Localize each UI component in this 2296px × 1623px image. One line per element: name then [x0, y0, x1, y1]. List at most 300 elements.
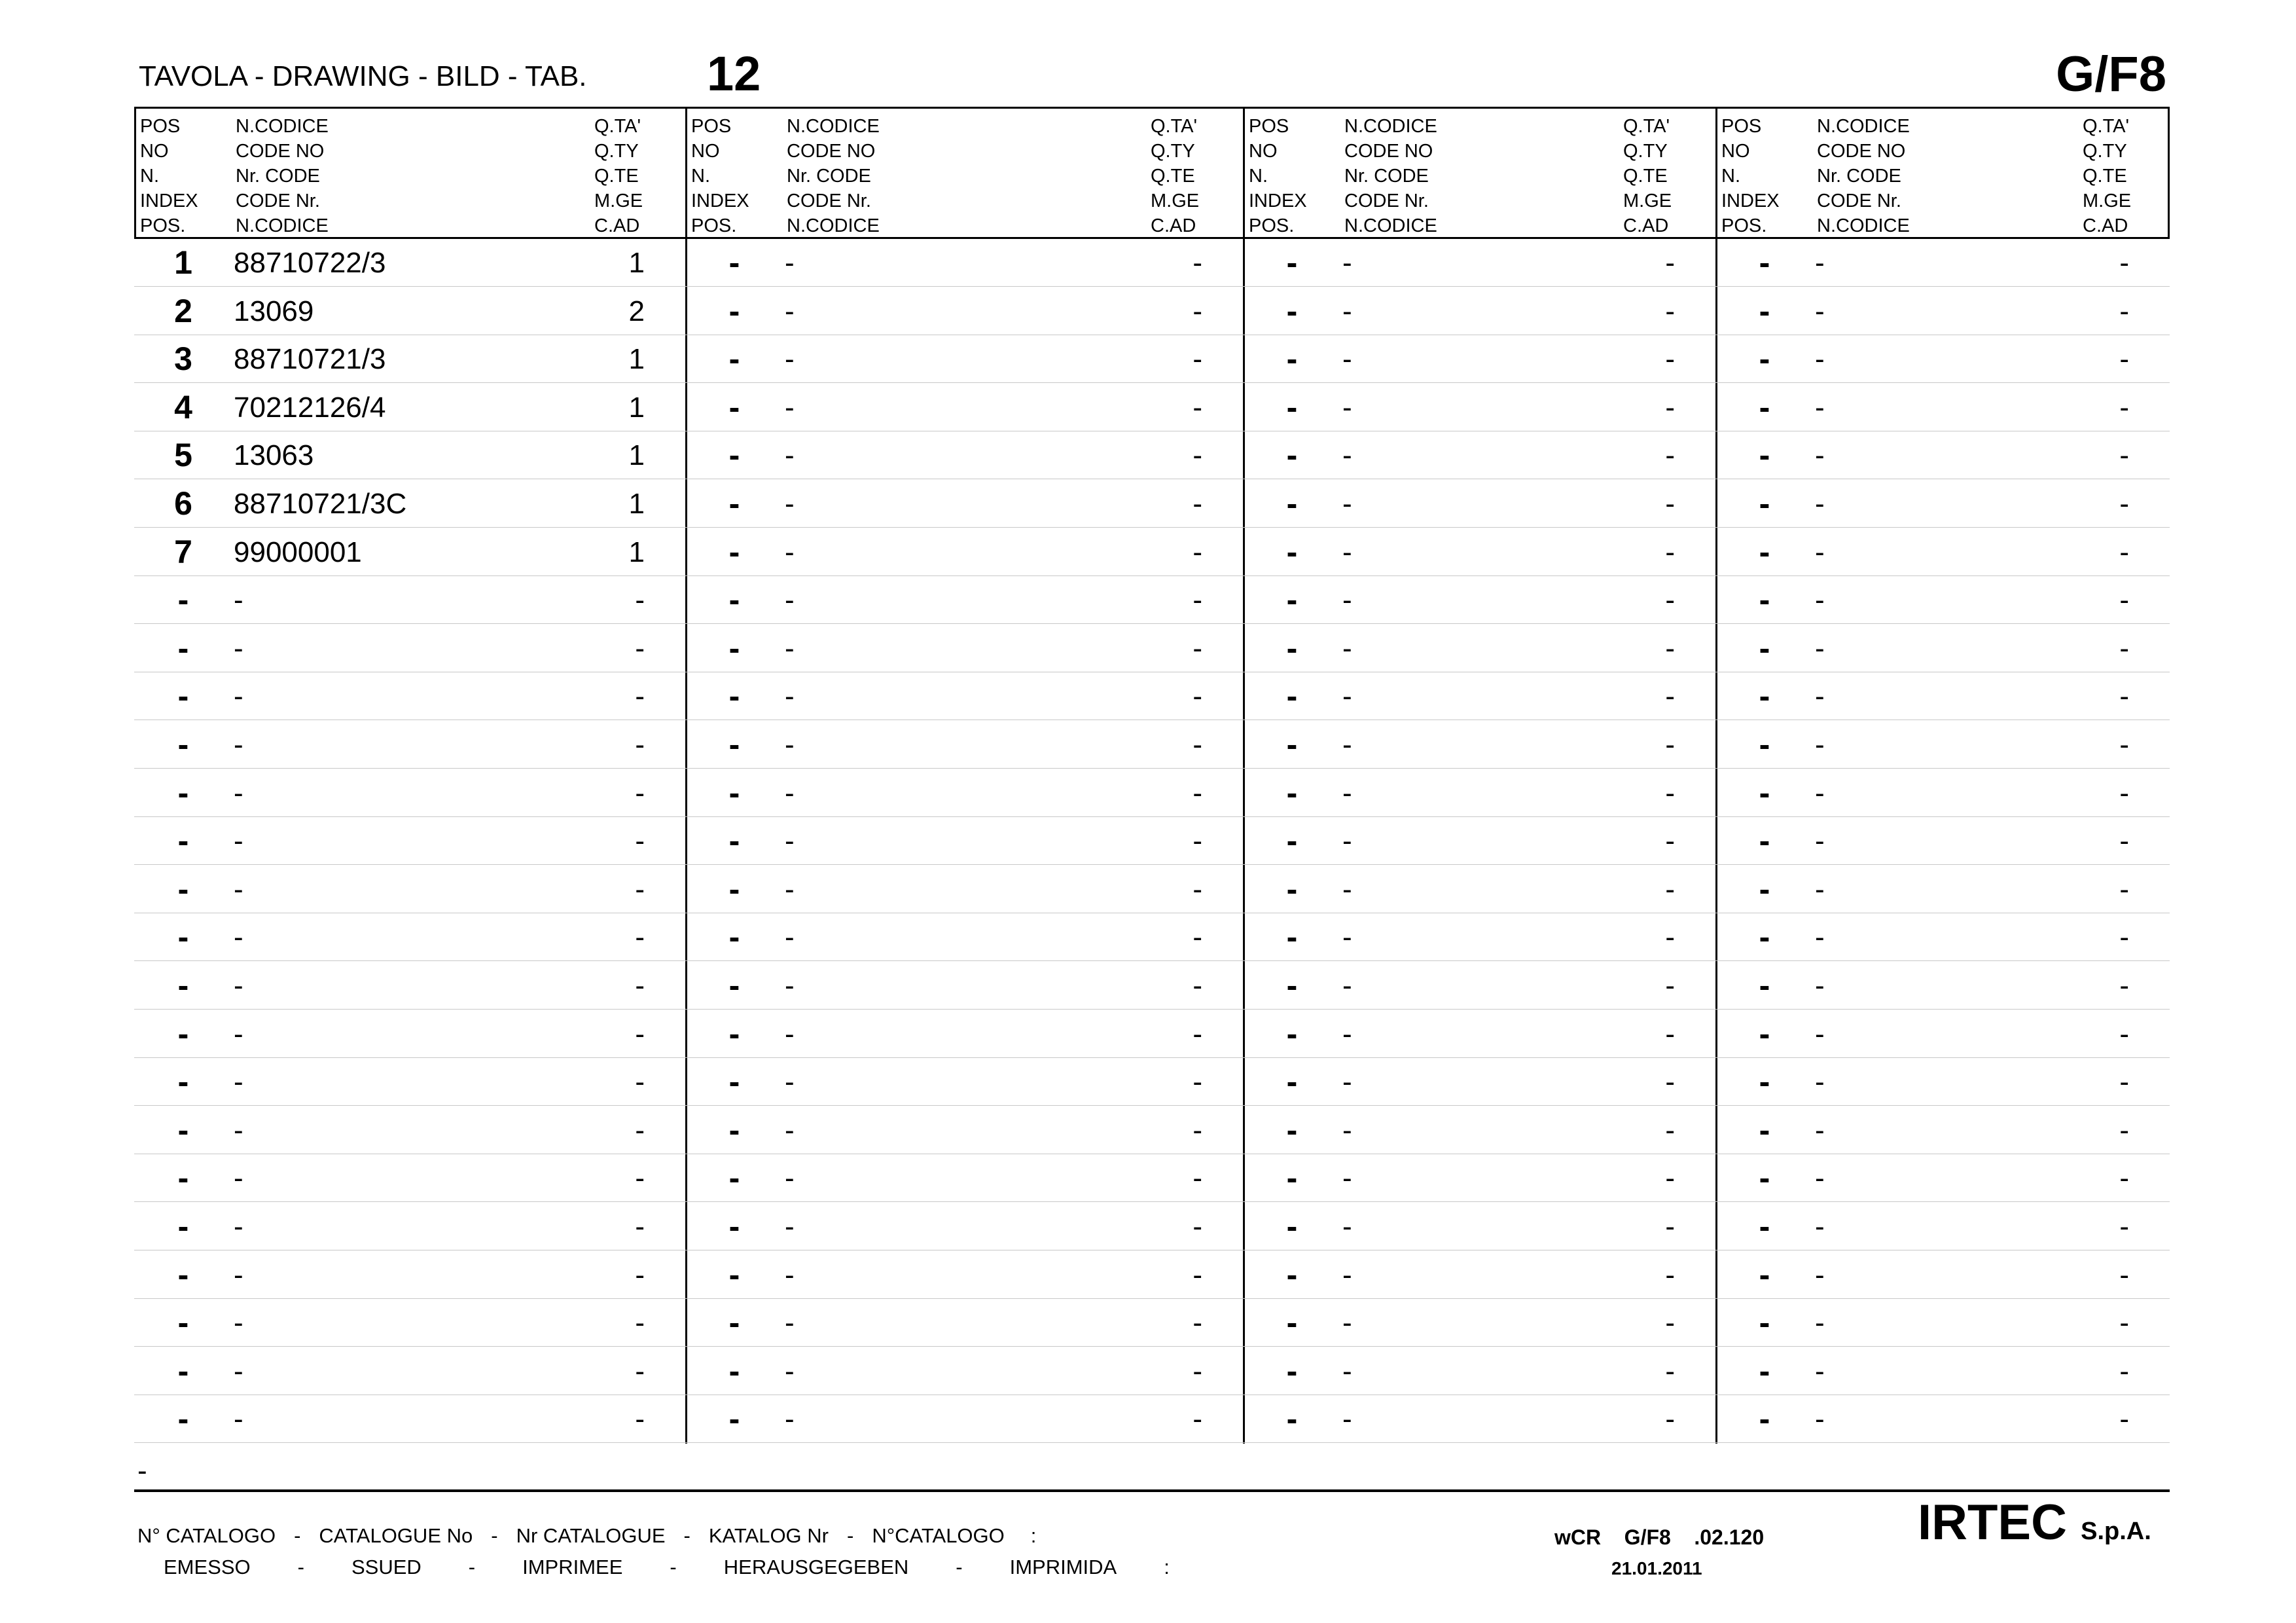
part-qty: -	[635, 921, 645, 954]
part-qty: -	[1193, 343, 1202, 376]
column-header-1	[134, 107, 685, 239]
part-qty: -	[635, 1017, 645, 1050]
part-qty: -	[635, 1258, 645, 1291]
header-pos-labels	[691, 114, 749, 238]
part-qty: -	[1665, 729, 1675, 761]
issued-label-part: -	[670, 1556, 677, 1578]
part-qty: -	[635, 970, 645, 1002]
part-qty: -	[2119, 873, 2129, 905]
part-pos: -	[1759, 340, 1770, 378]
header-qty-label: Q.TA'	[594, 116, 641, 137]
brand-name: IRTEC	[1918, 1495, 2067, 1550]
part-qty: -	[2119, 295, 2129, 327]
table-row	[134, 431, 2170, 479]
part-code: -	[234, 1403, 243, 1436]
part-code: -	[785, 1162, 795, 1195]
table-row	[134, 962, 2170, 1010]
part-qty: -	[1193, 1403, 1202, 1436]
part-qty: 2	[628, 295, 645, 327]
part-pos: -	[728, 1256, 740, 1293]
part-pos: -	[728, 774, 740, 811]
catalogue-label-part: :	[1030, 1524, 1037, 1547]
part-code: -	[1815, 825, 1825, 858]
part-pos: -	[1286, 774, 1298, 811]
part-pos: -	[177, 1111, 189, 1148]
part-code: -	[785, 536, 795, 568]
header-pos-label: N.	[691, 166, 710, 187]
part-code: -	[1342, 776, 1352, 809]
part-qty: -	[2119, 536, 2129, 568]
part-pos: -	[1286, 388, 1298, 426]
part-pos: -	[1759, 1111, 1770, 1148]
part-code: -	[785, 1307, 795, 1340]
part-pos: -	[728, 919, 740, 956]
header-qty-label: Q.TE	[2083, 166, 2127, 187]
part-code: -	[1815, 1162, 1825, 1195]
part-pos: -	[728, 292, 740, 329]
part-code: -	[785, 1114, 795, 1146]
part-qty: -	[2119, 1258, 2129, 1291]
ref-group: G/F8	[1624, 1525, 1671, 1549]
part-qty: -	[2119, 247, 2129, 279]
part-qty: -	[2119, 1211, 2129, 1243]
header-qty-label: Q.TA'	[1151, 116, 1198, 137]
part-pos: -	[728, 870, 740, 907]
part-qty: -	[2119, 970, 2129, 1002]
ref-number: .02.120	[1694, 1525, 1765, 1549]
header-pos-label: N.	[1721, 166, 1740, 187]
part-qty: -	[635, 729, 645, 761]
part-qty: -	[2119, 1403, 2129, 1436]
table-row	[134, 817, 2170, 865]
header-qty-labels	[2083, 114, 2131, 238]
part-code: -	[1815, 921, 1825, 954]
part-code: -	[785, 921, 795, 954]
part-qty: -	[1665, 343, 1675, 376]
part-pos: -	[177, 726, 189, 763]
header-code-label: CODE NO	[787, 141, 876, 162]
header-pos-label: INDEX	[691, 191, 749, 211]
header-code-label: N.CODICE	[236, 116, 329, 137]
part-qty: -	[635, 1114, 645, 1146]
company-logo	[1918, 1494, 2151, 1551]
issued-label-part: -	[468, 1556, 476, 1578]
table-row	[134, 384, 2170, 431]
part-code: -	[234, 584, 243, 617]
part-pos: -	[1286, 1015, 1298, 1052]
part-code: -	[234, 970, 243, 1002]
part-code: -	[234, 632, 243, 665]
part-qty: -	[1193, 921, 1202, 954]
part-code: -	[234, 921, 243, 954]
header-code-label: CODE Nr.	[787, 191, 871, 211]
part-code: -	[785, 632, 795, 665]
part-pos: -	[1286, 967, 1298, 1004]
part-pos: 6	[174, 485, 192, 522]
part-qty: -	[2119, 391, 2129, 424]
part-qty: -	[1665, 1066, 1675, 1099]
part-qty: -	[635, 1162, 645, 1195]
part-code: -	[1342, 343, 1352, 376]
part-qty: 1	[628, 391, 645, 424]
issued-label-part: -	[956, 1556, 963, 1578]
part-code: -	[1342, 1307, 1352, 1340]
header-code-label: Nr. CODE	[1817, 166, 1901, 187]
catalogue-reference	[1554, 1525, 1764, 1550]
part-qty: -	[1665, 1258, 1675, 1291]
table-row	[134, 239, 2170, 287]
table-row	[134, 1010, 2170, 1058]
part-pos: -	[1759, 437, 1770, 474]
header-pos-label: POS.	[691, 215, 737, 236]
part-qty: -	[2119, 488, 2129, 520]
header-pos-label: NO	[1721, 141, 1750, 162]
part-qty: 1	[628, 439, 645, 472]
part-qty: -	[2119, 921, 2129, 954]
part-code: -	[1815, 776, 1825, 809]
header-code-label: N.CODICE	[1344, 116, 1437, 137]
part-qty: -	[2119, 1114, 2129, 1146]
part-pos: -	[1759, 1400, 1770, 1438]
header-pos-label: POS.	[1249, 215, 1295, 236]
part-code: -	[1815, 1355, 1825, 1387]
part-pos: -	[1759, 244, 1770, 281]
part-pos: -	[177, 1256, 189, 1293]
part-code: -	[1342, 1017, 1352, 1050]
table-row	[134, 769, 2170, 817]
part-code: 13069	[234, 295, 314, 327]
header-qty-labels	[1151, 114, 1199, 238]
part-pos: -	[728, 388, 740, 426]
part-code: -	[1815, 970, 1825, 1002]
part-qty: -	[1193, 247, 1202, 279]
part-pos: -	[1759, 1352, 1770, 1389]
part-code: -	[234, 729, 243, 761]
part-pos: -	[1759, 1015, 1770, 1052]
part-pos: -	[1759, 1256, 1770, 1293]
part-pos: -	[1286, 340, 1298, 378]
part-pos: -	[1286, 1400, 1298, 1438]
header-code-label: N.CODICE	[787, 215, 880, 236]
part-pos: -	[728, 1015, 740, 1052]
part-code: 70212126/4	[234, 391, 386, 424]
part-pos: -	[177, 1159, 189, 1197]
catalogue-label-part: -	[491, 1524, 498, 1547]
header-qty-label: M.GE	[1623, 191, 1672, 211]
header-qty-label: Q.TE	[1623, 166, 1668, 187]
header-pos-label: POS	[1721, 116, 1762, 137]
part-qty: -	[2119, 729, 2129, 761]
part-qty: -	[1665, 1355, 1675, 1387]
header-pos-labels	[1249, 114, 1307, 238]
part-pos: -	[177, 581, 189, 619]
part-pos: -	[1759, 292, 1770, 329]
part-code: -	[785, 488, 795, 520]
part-code: -	[1815, 295, 1825, 327]
part-code: -	[1815, 536, 1825, 568]
part-qty: -	[1665, 970, 1675, 1002]
part-code: -	[1342, 1355, 1352, 1387]
part-code: -	[1815, 343, 1825, 376]
table-row	[134, 1395, 2170, 1443]
catalogue-label-part: N°CATALOGO	[872, 1524, 1005, 1547]
part-qty: -	[1665, 680, 1675, 713]
part-qty: -	[1665, 1162, 1675, 1195]
header-qty-label: Q.TA'	[2083, 116, 2130, 137]
part-pos: -	[728, 1208, 740, 1245]
part-pos: 3	[174, 340, 192, 378]
part-qty: -	[1665, 921, 1675, 954]
part-pos: -	[728, 437, 740, 474]
part-pos: -	[1286, 1208, 1298, 1245]
part-code: 88710721/3	[234, 343, 386, 376]
part-pos: -	[1286, 581, 1298, 619]
table-row	[134, 1251, 2170, 1299]
header-code-label: Nr. CODE	[787, 166, 871, 187]
table-row	[134, 866, 2170, 913]
brand-suffix: S.p.A.	[2081, 1518, 2151, 1545]
part-code: -	[234, 680, 243, 713]
part-pos: -	[1759, 870, 1770, 907]
part-qty: 1	[628, 247, 645, 279]
part-code: -	[234, 1258, 243, 1291]
header-code-label: N.CODICE	[1344, 215, 1437, 236]
header-pos-label: NO	[140, 141, 169, 162]
catalogue-label-part: Nr CATALOGUE	[516, 1524, 666, 1547]
header-code-label: N.CODICE	[1817, 116, 1910, 137]
table-row	[134, 576, 2170, 624]
part-code: -	[1342, 1114, 1352, 1146]
part-code: -	[234, 1355, 243, 1387]
part-pos: -	[728, 822, 740, 860]
part-qty: -	[1193, 632, 1202, 665]
part-pos: -	[177, 774, 189, 811]
part-pos: -	[1286, 292, 1298, 329]
part-qty: -	[2119, 825, 2129, 858]
header-code-label: N.CODICE	[1817, 215, 1910, 236]
catalogue-label-part: -	[294, 1524, 301, 1547]
part-pos: -	[1759, 629, 1770, 666]
part-qty: -	[2119, 680, 2129, 713]
part-pos: 1	[174, 244, 192, 281]
part-qty: -	[1193, 1258, 1202, 1291]
header-qty-label: M.GE	[594, 191, 643, 211]
part-code: -	[234, 873, 243, 905]
part-qty: -	[1193, 295, 1202, 327]
issued-label-part: SSUED	[351, 1556, 422, 1578]
part-pos: -	[728, 244, 740, 281]
catalogue-label	[137, 1524, 1036, 1548]
part-pos: -	[177, 1015, 189, 1052]
part-pos: -	[728, 1400, 740, 1438]
part-pos: -	[728, 340, 740, 378]
part-pos: -	[1759, 485, 1770, 522]
part-code: -	[234, 1066, 243, 1099]
part-code: -	[785, 776, 795, 809]
part-qty: -	[2119, 343, 2129, 376]
part-code: 13063	[234, 439, 314, 472]
part-code: -	[1342, 247, 1352, 279]
part-qty: -	[1665, 488, 1675, 520]
part-qty: -	[635, 680, 645, 713]
part-pos: -	[177, 1400, 189, 1438]
part-qty: -	[2119, 1162, 2129, 1195]
part-pos: -	[177, 1208, 189, 1245]
part-pos: -	[1286, 485, 1298, 522]
table-row	[134, 335, 2170, 383]
part-code: -	[1815, 1403, 1825, 1436]
part-pos: -	[1759, 533, 1770, 570]
part-code: -	[785, 1066, 795, 1099]
part-pos: 4	[174, 388, 192, 426]
part-qty: 1	[628, 343, 645, 376]
part-code: -	[234, 1162, 243, 1195]
part-pos: -	[1286, 870, 1298, 907]
part-pos: -	[728, 629, 740, 666]
part-code: -	[1342, 1211, 1352, 1243]
header-pos-label: INDEX	[140, 191, 198, 211]
part-code: -	[1815, 1066, 1825, 1099]
part-code: -	[1342, 1403, 1352, 1436]
column-header-4	[1715, 107, 2170, 239]
part-code: -	[1342, 488, 1352, 520]
part-qty: -	[635, 1211, 645, 1243]
header-pos-label: POS	[140, 116, 181, 137]
note: -	[137, 1455, 147, 1487]
table-row	[134, 721, 2170, 769]
part-qty: -	[2119, 1307, 2129, 1340]
header-qty-label: Q.TE	[1151, 166, 1195, 187]
issued-label-part: IMPRIMEE	[522, 1556, 623, 1578]
issued-label-part: EMESSO	[164, 1556, 251, 1578]
parts-table	[134, 107, 2170, 1444]
part-qty: -	[1193, 873, 1202, 905]
part-pos: -	[1759, 774, 1770, 811]
part-qty: -	[1665, 1017, 1675, 1050]
part-qty: -	[2119, 776, 2129, 809]
part-pos: -	[177, 822, 189, 860]
part-pos: -	[728, 1352, 740, 1389]
header-qty-label: M.GE	[2083, 191, 2132, 211]
part-qty: -	[2119, 584, 2129, 617]
part-qty: -	[1193, 680, 1202, 713]
part-qty: -	[1665, 536, 1675, 568]
header-code-label: N.CODICE	[787, 116, 880, 137]
part-pos: -	[1286, 533, 1298, 570]
part-pos: -	[177, 919, 189, 956]
part-code: -	[1342, 584, 1352, 617]
part-code: -	[1342, 680, 1352, 713]
part-pos: -	[728, 1159, 740, 1197]
part-pos: -	[1759, 967, 1770, 1004]
table-row	[134, 1347, 2170, 1395]
part-qty: -	[1665, 873, 1675, 905]
part-qty: -	[1193, 729, 1202, 761]
header-pos-label: POS	[691, 116, 732, 137]
header-pos-label: N.	[140, 166, 159, 187]
table-row	[134, 1058, 2170, 1106]
part-qty: -	[635, 873, 645, 905]
part-code: -	[785, 729, 795, 761]
part-pos: 5	[174, 437, 192, 474]
part-pos: -	[1286, 678, 1298, 715]
part-pos: -	[1286, 822, 1298, 860]
header-pos-label: NO	[691, 141, 720, 162]
part-code: -	[785, 1258, 795, 1291]
part-code: -	[1815, 584, 1825, 617]
part-qty: -	[1665, 776, 1675, 809]
part-qty: -	[1193, 1211, 1202, 1243]
part-code: -	[1815, 1211, 1825, 1243]
part-code: -	[234, 1114, 243, 1146]
table-row	[134, 287, 2170, 335]
part-code: -	[785, 247, 795, 279]
part-pos: -	[728, 485, 740, 522]
part-qty: -	[1665, 247, 1675, 279]
part-qty: 1	[628, 536, 645, 568]
part-qty: -	[1193, 1162, 1202, 1195]
table-row	[134, 1106, 2170, 1154]
part-code: -	[1342, 1162, 1352, 1195]
part-pos: -	[1759, 1159, 1770, 1197]
header-qty-label: C.AD	[2083, 215, 2128, 236]
header-code-labels	[236, 114, 329, 238]
header-code-label: CODE Nr.	[1344, 191, 1429, 211]
header-qty-label: C.AD	[1623, 215, 1669, 236]
part-code: -	[1815, 247, 1825, 279]
part-pos: -	[728, 1063, 740, 1101]
part-pos: -	[1286, 1256, 1298, 1293]
table-number: 12	[707, 46, 761, 101]
part-qty: -	[2119, 1355, 2129, 1387]
part-pos: -	[728, 1304, 740, 1341]
part-code: -	[785, 680, 795, 713]
part-pos: -	[1759, 1208, 1770, 1245]
part-code: -	[1342, 1066, 1352, 1099]
part-pos: -	[177, 678, 189, 715]
part-code: -	[1815, 1114, 1825, 1146]
part-pos: -	[1286, 919, 1298, 956]
part-pos: -	[728, 726, 740, 763]
part-qty: -	[1193, 439, 1202, 472]
part-pos: -	[1286, 1304, 1298, 1341]
header-qty-label: Q.TE	[594, 166, 639, 187]
header-qty-label: Q.TY	[1151, 141, 1195, 162]
header-pos-label: N.	[1249, 166, 1268, 187]
part-pos: -	[1759, 678, 1770, 715]
part-code: -	[1815, 439, 1825, 472]
table-row	[134, 528, 2170, 576]
part-pos: -	[1759, 822, 1770, 860]
part-qty: -	[1665, 1307, 1675, 1340]
header-qty-label: Q.TY	[1623, 141, 1668, 162]
part-qty: -	[635, 776, 645, 809]
header-pos-label: NO	[1249, 141, 1278, 162]
part-qty: -	[1193, 1114, 1202, 1146]
header-code-label: CODE NO	[1344, 141, 1433, 162]
part-qty: -	[2119, 1017, 2129, 1050]
header-qty-label: M.GE	[1151, 191, 1200, 211]
header-code-label: Nr. CODE	[236, 166, 320, 187]
table-row	[134, 480, 2170, 528]
header-code-labels	[787, 114, 880, 238]
header-qty-labels	[594, 114, 643, 238]
part-code: -	[785, 825, 795, 858]
column-header-2	[685, 107, 1243, 239]
table-row	[134, 1154, 2170, 1202]
part-qty: -	[1193, 825, 1202, 858]
table-row	[134, 1203, 2170, 1250]
